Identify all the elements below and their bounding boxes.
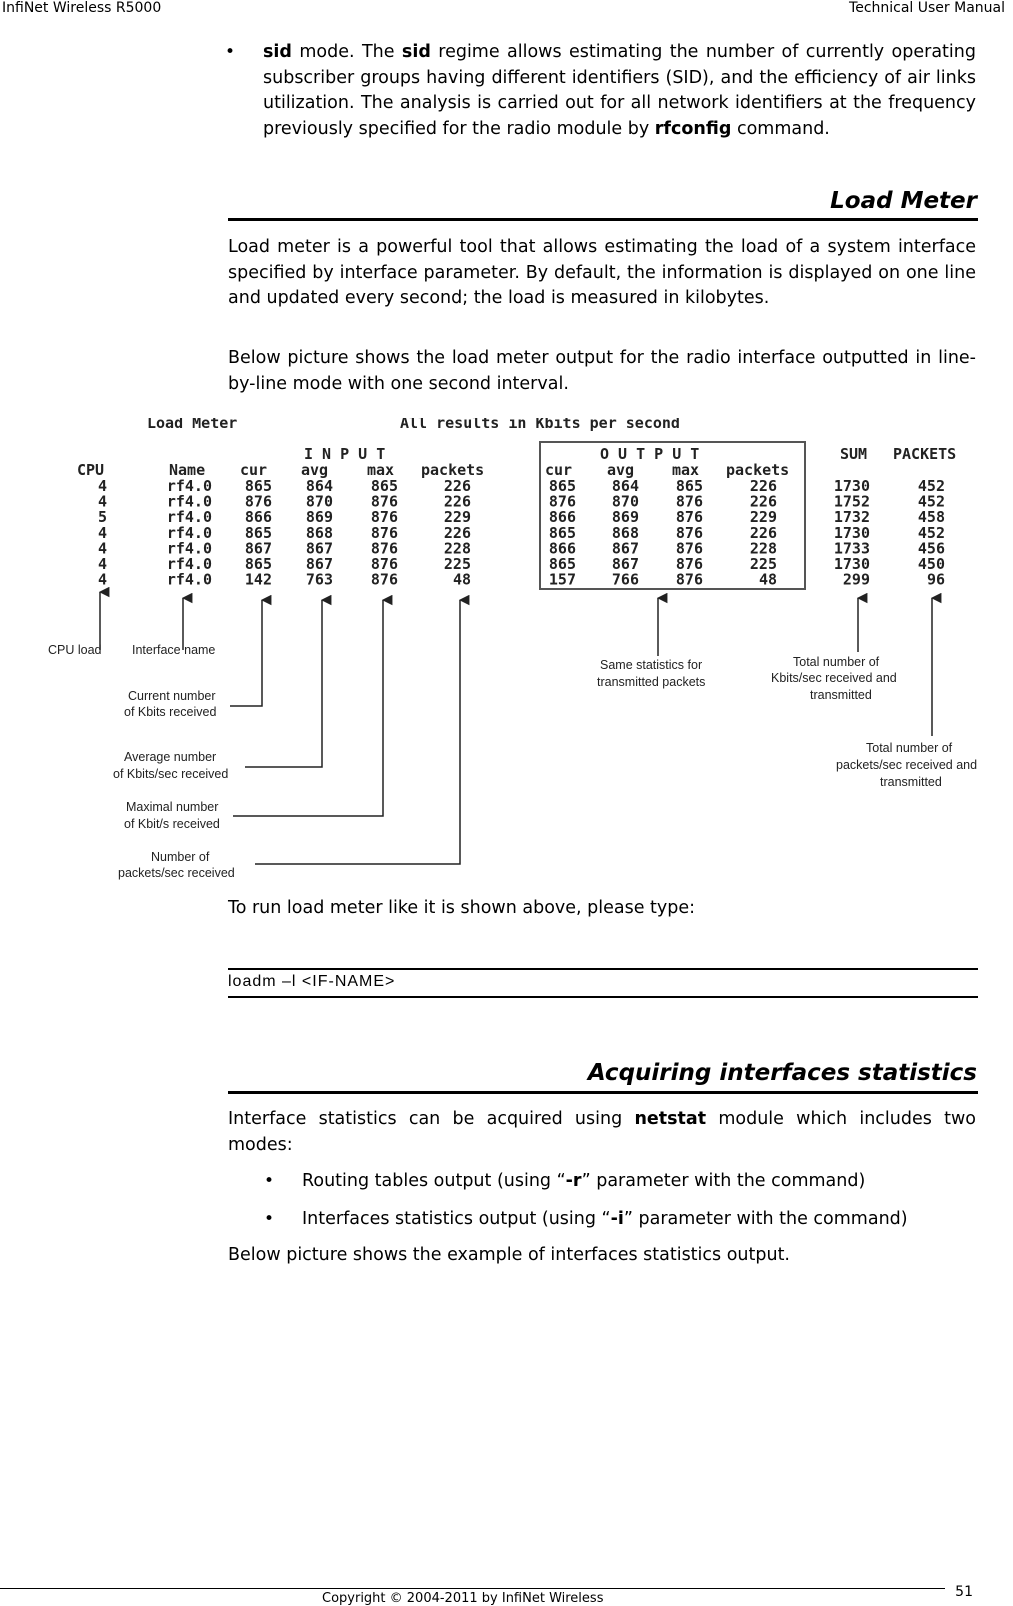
col-packets: packets [421, 461, 485, 479]
section-rule [228, 218, 978, 221]
ann-same-2: transmitted packets [597, 675, 706, 689]
ann-pk-2: packets/sec received [118, 866, 235, 880]
ann-totp-3: transmitted [880, 775, 942, 789]
fig-cell-imax: 865 [370, 477, 398, 495]
ann-totp-1: Total number of [866, 741, 953, 755]
command-rule-bottom [228, 996, 978, 998]
b1-c: ” parameter with the command) [581, 1171, 866, 1191]
fig-cell-name: rf4.0 [166, 477, 212, 495]
bullet-interfaces-stats [264, 1207, 908, 1232]
ann-cur-2: of Kbits received [124, 705, 217, 719]
term-sid-2: sid [401, 42, 431, 62]
fig-cell-icur: 867 [244, 539, 272, 558]
fig-cell-name: rf4.0 [166, 523, 212, 542]
ann-max-1: Maximal number [126, 800, 219, 814]
fig-cell-omax: 876 [675, 570, 703, 589]
fig-cell-pk: 450 [917, 555, 945, 573]
figure-rows [98, 477, 945, 589]
fig-cell-name: rf4.0 [166, 570, 212, 589]
bullet-dot: • [225, 42, 236, 62]
fig-cell-name: rf4.0 [166, 555, 212, 573]
fig-cell-omax: 876 [675, 508, 703, 527]
ann-iface-name: Interface name [132, 643, 216, 657]
load-meter-paragraph-3: To run load meter like it is shown above, please type: [228, 898, 696, 918]
acq-p1-c: module which includes two modes: [228, 1109, 976, 1155]
fig-cell-sum: 1730 [833, 523, 870, 542]
fig-cell-name: rf4.0 [166, 492, 212, 511]
fig-cell-ipk: 226 [443, 523, 471, 542]
arrow-cur [230, 600, 262, 706]
col-sum: SUM [840, 445, 868, 463]
fig-cell-cpu: 4 [97, 492, 107, 511]
col-out-cur: cur [545, 461, 573, 479]
fig-cell-sum: 1730 [833, 555, 870, 573]
fig-cell-omax: 865 [675, 477, 703, 495]
fig-cell-imax: 876 [370, 508, 398, 527]
ann-cpu-load: CPU load [48, 643, 102, 657]
header-doc-type: Technical User Manual [849, 0, 1005, 16]
fig-cell-omax: 876 [675, 523, 703, 542]
fig-cell-opk: 48 [758, 570, 777, 589]
fig-cell-sum: 1732 [833, 508, 870, 527]
fig-cell-icur: 865 [244, 477, 272, 495]
ann-pk-1: Number of [151, 850, 210, 864]
fig-cell-sum: 1733 [833, 539, 870, 558]
fig-cell-iavg: 868 [305, 523, 333, 542]
fig-cell-icur: 865 [244, 523, 272, 542]
fig-cell-oavg: 867 [611, 539, 639, 558]
fig-cell-cpu: 4 [97, 523, 107, 542]
load-meter-paragraph-1: Load meter is a powerful tool that allows estimating the load of a system interface specified by interface parameter. By default, the information is displayed on one line and updated every second; the load is measured in kilobytes. [228, 237, 976, 308]
fig-cell-iavg: 867 [305, 539, 333, 558]
fig-cell-icur: 866 [244, 508, 272, 527]
acquiring-paragraph-1 [228, 1107, 976, 1158]
bullet-dot: • [264, 1209, 275, 1229]
section-title-load-meter: Load Meter [830, 188, 977, 214]
fig-cell-ocur: 876 [548, 492, 576, 511]
fig-title-right: All results in Kbits per second [400, 418, 680, 432]
fig-title-left: Load Meter [147, 418, 238, 432]
fig-cell-oavg: 870 [611, 492, 639, 511]
ann-max-2: of Kbit/s received [124, 817, 220, 831]
fig-cell-opk: 228 [749, 539, 777, 558]
col-cpu: CPU [77, 461, 105, 479]
col-out-packets: packets [726, 461, 790, 479]
term-sid: sid [263, 42, 292, 62]
bullet-routing-tables [264, 1169, 866, 1194]
fig-cell-sum: 299 [842, 570, 870, 589]
fig-cell-icur: 142 [244, 570, 272, 589]
fig-cell-pk: 456 [917, 539, 945, 558]
acq-p1-a: Interface statistics can be acquired using [228, 1109, 635, 1129]
fig-cell-omax: 876 [675, 555, 703, 573]
fig-cell-iavg: 864 [305, 477, 333, 495]
fig-cell-iavg: 869 [305, 508, 333, 527]
b2-c: ” parameter with the command) [623, 1209, 908, 1229]
col-avg: avg [301, 461, 329, 479]
fig-output-label: O U T P U T [600, 445, 700, 463]
fig-cell-name: rf4.0 [166, 508, 212, 527]
col-out-max: max [672, 461, 700, 479]
section-title-acquiring: Acquiring interfaces statistics [587, 1060, 977, 1086]
load-meter-figure-svg [40, 418, 1013, 903]
sid-text-c: command. [731, 118, 830, 139]
ann-cur-1: Current number [128, 689, 216, 703]
fig-cell-ipk: 228 [443, 539, 471, 558]
fig-cell-pk: 96 [926, 570, 945, 589]
fig-cell-ocur: 157 [548, 570, 576, 589]
fig-cell-icur: 865 [244, 555, 272, 573]
fig-cell-ocur: 865 [548, 555, 576, 573]
fig-cell-iavg: 763 [305, 570, 333, 589]
command-rule-top [228, 968, 978, 970]
footer-copyright: Copyright © 2004-2011 by InfiNet Wireless [322, 1591, 604, 1606]
param-r: -r [565, 1171, 582, 1191]
fig-cell-cpu: 5 [97, 508, 107, 527]
col-cur: cur [240, 461, 268, 479]
fig-cell-iavg: 867 [305, 555, 333, 573]
ann-tot-2: Kbits/sec received and [771, 671, 897, 685]
fig-cell-pk: 452 [917, 492, 945, 511]
fig-cell-name: rf4.0 [166, 539, 212, 558]
ann-avg-2: of Kbits/sec received [113, 767, 229, 781]
fig-cell-oavg: 869 [611, 508, 639, 527]
load-meter-paragraph-2: Below picture shows the load meter output for the radio interface outputted in line-by-line mode with one second interval. [228, 348, 976, 394]
b1-a: Routing tables output (using “ [302, 1171, 566, 1191]
page-number: 51 [955, 1584, 973, 1600]
term-rfconfig: rfconfig [654, 118, 732, 139]
ann-tot-1: Total number of [793, 655, 880, 669]
fig-cell-omax: 876 [675, 492, 703, 511]
arrow-packets [255, 600, 460, 864]
fig-cell-cpu: 4 [97, 539, 107, 558]
param-i: -i [610, 1209, 624, 1229]
fig-cell-icur: 876 [244, 492, 272, 511]
fig-cell-ocur: 865 [548, 523, 576, 542]
fig-cell-cpu: 4 [97, 477, 107, 495]
fig-cell-oavg: 868 [611, 523, 639, 542]
fig-cell-opk: 225 [749, 555, 777, 573]
footer-rule [0, 1588, 945, 1589]
fig-cell-imax: 876 [370, 523, 398, 542]
fig-cell-pk: 452 [917, 523, 945, 542]
term-netstat: netstat [634, 1109, 707, 1129]
fig-cell-pk: 458 [917, 508, 945, 527]
ann-totp-2: packets/sec received and [836, 758, 978, 772]
col-out-avg: avg [607, 461, 635, 479]
col-packets-total: PACKETS [893, 445, 957, 463]
fig-cell-imax: 876 [370, 555, 398, 573]
header-doc-name: InfiNet Wireless R5000 [2, 0, 162, 16]
fig-cell-ipk: 48 [452, 570, 471, 589]
fig-cell-imax: 876 [370, 539, 398, 558]
ann-same-1: Same statistics for [600, 658, 703, 672]
fig-cell-opk: 226 [749, 492, 777, 511]
fig-cell-cpu: 4 [97, 570, 107, 589]
b2-a: Interfaces statistics output (using “ [302, 1209, 611, 1229]
fig-cell-imax: 876 [370, 492, 398, 511]
col-max: max [367, 461, 395, 479]
fig-cell-cpu: 4 [97, 555, 107, 573]
load-meter-figure [40, 418, 1013, 903]
section-rule-2 [228, 1091, 978, 1094]
fig-cell-ocur: 866 [548, 539, 576, 558]
sid-text-b: regime allows estimating the number of currently operating subscriber groups having different identifiers (SID), and the efficiency of air links utilization. The analysis is carried out for all network identifiers at the frequency previously specified for the radio module by [263, 42, 976, 139]
fig-cell-iavg: 870 [305, 492, 333, 511]
sid-text-a: mode. The [291, 42, 402, 62]
fig-cell-ocur: 865 [548, 477, 576, 495]
sid-bullet [225, 40, 976, 142]
fig-cell-opk: 229 [749, 508, 777, 527]
fig-cell-omax: 876 [675, 539, 703, 558]
fig-cell-ipk: 226 [443, 492, 471, 511]
acquiring-paragraph-2: Below picture shows the example of interfaces statistics output. [228, 1245, 790, 1265]
fig-cell-ocur: 866 [548, 508, 576, 527]
fig-cell-opk: 226 [749, 477, 777, 495]
fig-cell-ipk: 229 [443, 508, 471, 527]
fig-input-label: I N P U T [304, 445, 386, 463]
fig-cell-opk: 226 [749, 523, 777, 542]
bullet-dot: • [264, 1171, 275, 1191]
fig-cell-pk: 452 [917, 477, 945, 495]
arrow-max [233, 600, 383, 816]
fig-cell-oavg: 867 [611, 555, 639, 573]
ann-tot-3: transmitted [810, 688, 872, 702]
ann-avg-1: Average number [124, 750, 217, 764]
fig-cell-sum: 1730 [833, 477, 870, 495]
fig-cell-oavg: 864 [611, 477, 639, 495]
fig-cell-imax: 876 [370, 570, 398, 589]
arrow-avg [245, 600, 322, 767]
fig-cell-oavg: 766 [611, 570, 639, 589]
fig-cell-ipk: 226 [443, 477, 471, 495]
fig-cell-ipk: 225 [443, 555, 471, 573]
col-name: Name [169, 461, 206, 479]
fig-cell-sum: 1752 [833, 492, 870, 511]
command-text: loadm –l <IF-NAME> [228, 973, 396, 990]
